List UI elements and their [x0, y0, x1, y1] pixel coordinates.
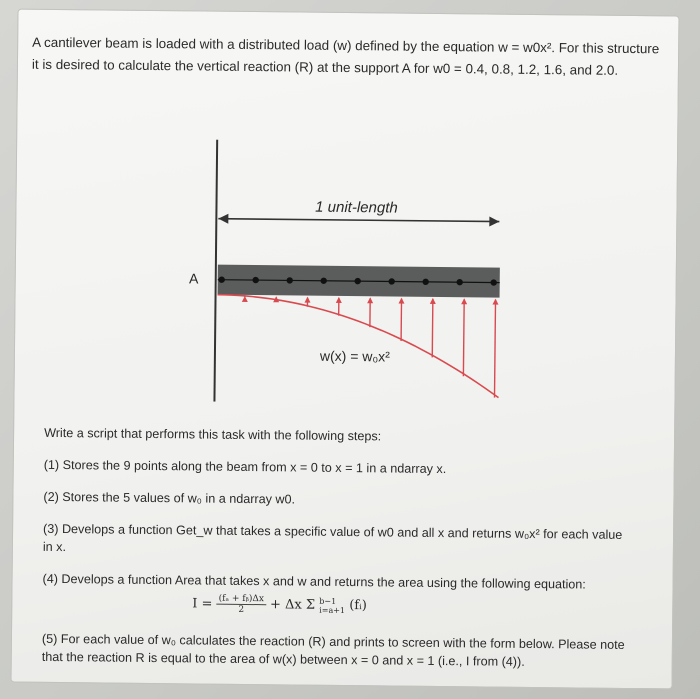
load-arrow-head [398, 298, 404, 304]
equation-tail: (fᵢ) [349, 598, 367, 614]
load-arrow [494, 300, 495, 398]
load-arrow-head [461, 298, 467, 304]
sum-lower-limit: i=a+1 [319, 605, 346, 615]
load-arrow-head [304, 297, 310, 303]
step-4: (4) Develops a function Area that takes x and w and returns the area using the following equation: [42, 571, 586, 592]
support-wall [214, 140, 217, 402]
load-arrow-head [430, 298, 436, 304]
load-arrow-head [336, 297, 342, 303]
step-1: (1) Stores the 9 points along the beam from x = 0 to x = 1 in a ndarray x. [43, 457, 447, 477]
sum-limits [319, 596, 345, 614]
problem-intro: A cantilever beam is loaded with a distributed load (w) defined by the equation w = w0x². For this structure it is desired to calculate the vertical reaction (R) at the support A for w0 = 0.4, 0.8, 1.2, 1.6, and 2.0. [31, 34, 660, 78]
distributed-load-arrows [241, 296, 499, 398]
length-label: 1 unit-length [315, 198, 398, 217]
instruction-heading: Write a script that performs this task with the following steps: [44, 425, 382, 444]
step-2: (2) Stores the 5 values of w₀ in a ndarray w0. [43, 489, 296, 507]
step-5: (5) For each value of w₀ calculates the reaction (R) and prints to screen with the form below. Please note that the reaction R is equal to the area of w(x) between x = 0 and x = 1 (i.e., I from (4)). [41, 631, 625, 669]
load-arrow [432, 299, 433, 357]
equation-lhs: I = [192, 596, 213, 612]
equation-fraction [217, 594, 266, 616]
fraction-numerator: (fₐ + fᵦ)Δx [217, 594, 266, 606]
problem-sheet [10, 9, 679, 690]
support-label: A [188, 270, 199, 287]
load-label: w(x) = w₀x² [319, 347, 391, 365]
load-arrow-head [367, 297, 373, 303]
fraction-denominator: 2 [238, 604, 245, 615]
load-arrow [463, 299, 464, 376]
step-3: (3) Develops a function Get_w that takes a specific value of w0 and all x and returns w₀x² for each value in x. [42, 521, 623, 555]
load-arrow-head [492, 299, 498, 305]
trapezoid-equation [192, 593, 367, 616]
sum-upper-limit: b−1 [319, 596, 337, 606]
equation-sum: + Δx Σ [269, 597, 316, 613]
cantilever-diagram [164, 139, 527, 405]
load-curve [217, 295, 500, 398]
